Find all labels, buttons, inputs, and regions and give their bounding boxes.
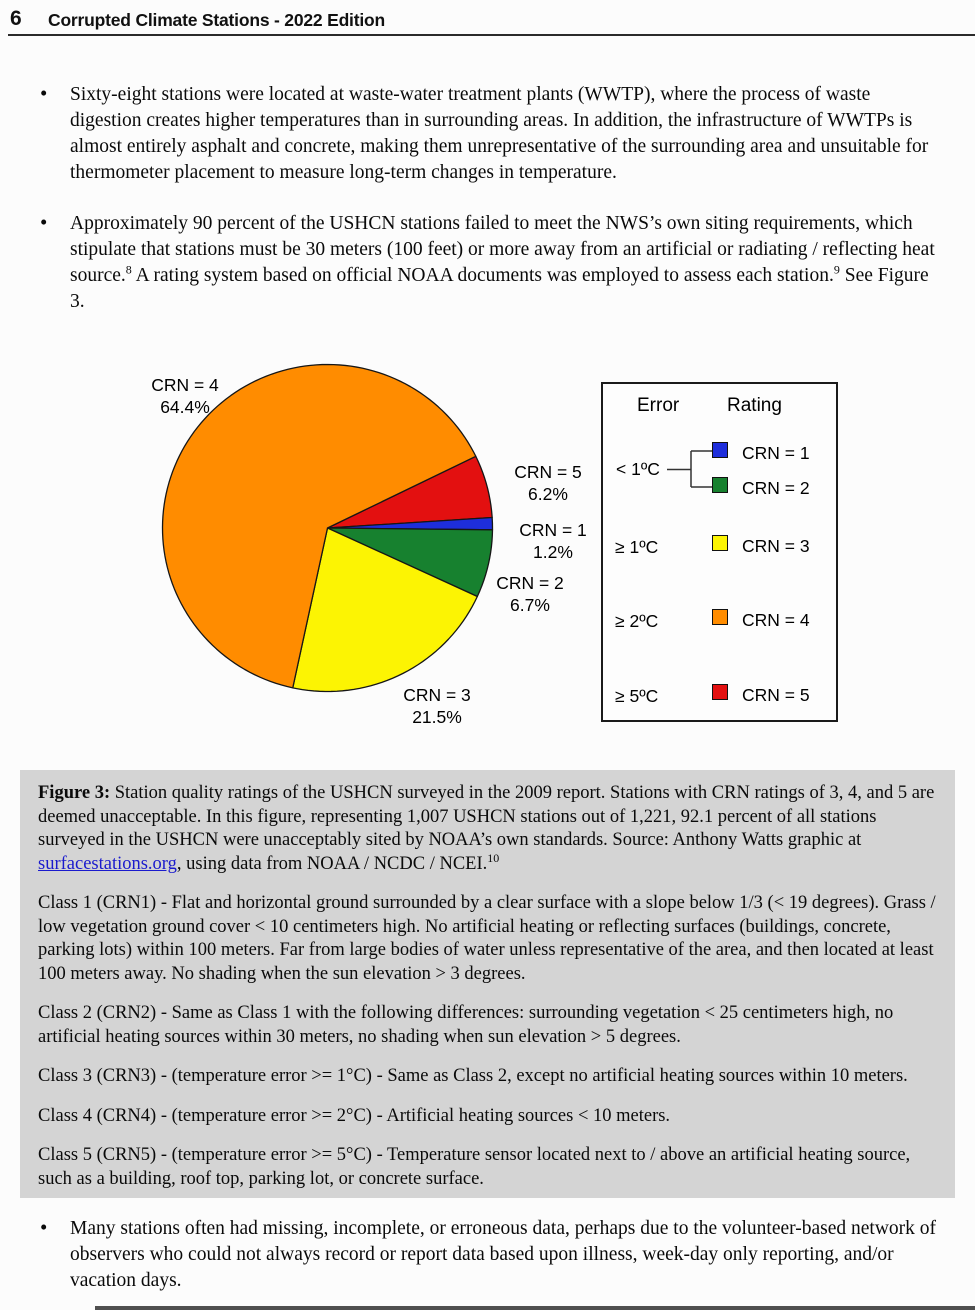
legend-error-ge2: ≥ 2ºC — [615, 611, 659, 631]
bullet-text: Approximately 90 percent of the USHCN stations failed to meet the NWS’s own siting requirements, which stipulate that stations must be 30 meters (100 feet) or more away from an artificial or radiating / reflecting heat source.$^8$ A rating system based on official NOAA documents was employed to assess each station.$^9$ See Figure 3. — [70, 213, 935, 312]
legend-swatch-crn3 — [712, 535, 728, 551]
legend-swatch-crn4 — [712, 609, 728, 625]
legend-swatch-crn2 — [712, 477, 728, 493]
pie-label-name: CRN = 3 — [403, 685, 471, 705]
class2-definition: Class 2 (CRN2) - Same as Class 1 with the following differences: surrounding vegetation < 25 centimeters high, no artificial heating sources within 30 meters, no shading when sun elevation > 5 degrees. — [38, 1003, 894, 1047]
bullet-item-wwtp — [40, 82, 945, 186]
header-rule — [8, 34, 975, 36]
pie-label-name: CRN = 2 — [496, 573, 564, 593]
class5-definition: Class 5 (CRN5) - (temperature error >= 5°C) - Temperature sensor located next to / above an artificial heating source, such as a building, roof top, parking lot, or concrete surface. — [38, 1145, 911, 1189]
legend-label-crn2: CRN = 2 — [742, 478, 810, 498]
pie-label-pct: 6.2% — [528, 484, 568, 504]
pie-label-crn3 — [357, 684, 517, 728]
legend-error-lt1: < 1ºC — [616, 459, 660, 479]
legend-label-crn5: CRN = 5 — [742, 685, 810, 705]
legend-header-rating: Rating — [727, 395, 782, 416]
legend-label-crn1: CRN = 1 — [742, 443, 810, 463]
pie-label-pct: 6.7% — [510, 595, 550, 615]
legend-bracket — [667, 448, 715, 491]
legend-swatch-crn1 — [712, 442, 728, 458]
bullet-marker: • — [40, 1215, 48, 1239]
pie-label-crn2 — [450, 572, 610, 616]
bullet-marker: • — [40, 81, 48, 105]
figure-caption: Figure 3: Station quality ratings of the USHCN surveyed in the 2009 report. Stations with CRN ratings of 3, 4, and 5 are deemed unacceptable. In this figure, representing 1,007 USHCN stations out of 1,221, 92.1 percent of all stations surveyed in the USHCN were unacceptably sited by NOAA’s own standards. Source: Anthony Watts graphic at surfacestations.org, using data from NOAA / NCDC / NCEI.$^{10}$ — [38, 783, 935, 874]
bullet-item-siting — [40, 211, 945, 315]
pie-label-pct: 21.5% — [412, 707, 462, 727]
pie-label-crn4 — [105, 374, 265, 418]
next-page-edge — [95, 1306, 975, 1310]
pie-label-name: CRN = 4 — [151, 375, 219, 395]
class3-definition: Class 3 (CRN3) - (temperature error >= 1°C) - Same as Class 2, except no artificial heating sources within 10 meters. — [38, 1066, 908, 1086]
bullet-item-missing-data — [40, 1216, 945, 1294]
legend-error-ge5: ≥ 5ºC — [615, 686, 659, 706]
chart-legend — [601, 382, 838, 722]
bullet-marker: • — [40, 210, 48, 234]
bullet-text: Many stations often had missing, incomplete, or erroneous data, perhaps due to the volunteer-based network of observers who could not always record or report data based upon illness, week-day only reporting, and/or vacation days. — [70, 1218, 937, 1291]
class4-definition: Class 4 (CRN4) - (temperature error >= 2°C) - Artificial heating sources < 10 meters. — [38, 1105, 671, 1126]
legend-label-crn4: CRN = 4 — [742, 610, 810, 630]
page-title: Corrupted Climate Stations - 2022 Edition — [48, 10, 385, 30]
pie-label-name: CRN = 5 — [514, 462, 582, 482]
page-number: 6 — [10, 7, 22, 30]
legend-error-ge1: ≥ 1ºC — [615, 537, 659, 557]
legend-header-error: Error — [637, 395, 680, 416]
legend-label-crn3: CRN = 3 — [742, 536, 810, 556]
legend-swatch-crn5 — [712, 684, 728, 700]
class1-definition: Class 1 (CRN1) - Flat and horizontal ground surrounded by a clear surface with a slope below 1/3 (< 19 degrees). Grass / low vegetation ground cover < 10 centimeters high. No artificial heating or reflecting surfaces (buildings, concrete, parking lots) within 100 meters. Far from large bodies of water unless representative of the area, and then located at least 100 meters away. No shading when the sun elevation > 3 degrees. — [38, 893, 936, 984]
bullet-text: Sixty-eight stations were located at waste-water treatment plants (WWTP), where the process of waste digestion creates higher temperatures than in surrounding areas. In addition, the infrastructure of WWTPs is almost entirely asphalt and concrete, making them unrepresentative of the surrounding area and unsuitable for thermometer placement to measure long-term changes in temperature. — [70, 84, 929, 183]
pie-label-pct: 64.4% — [160, 397, 210, 417]
figure-caption-box — [20, 770, 955, 1198]
surfacestations-link[interactable]: surfacestations.org — [38, 853, 177, 874]
pie-label-pct: 1.2% — [533, 542, 573, 562]
pie-label-name: CRN = 1 — [519, 520, 587, 540]
